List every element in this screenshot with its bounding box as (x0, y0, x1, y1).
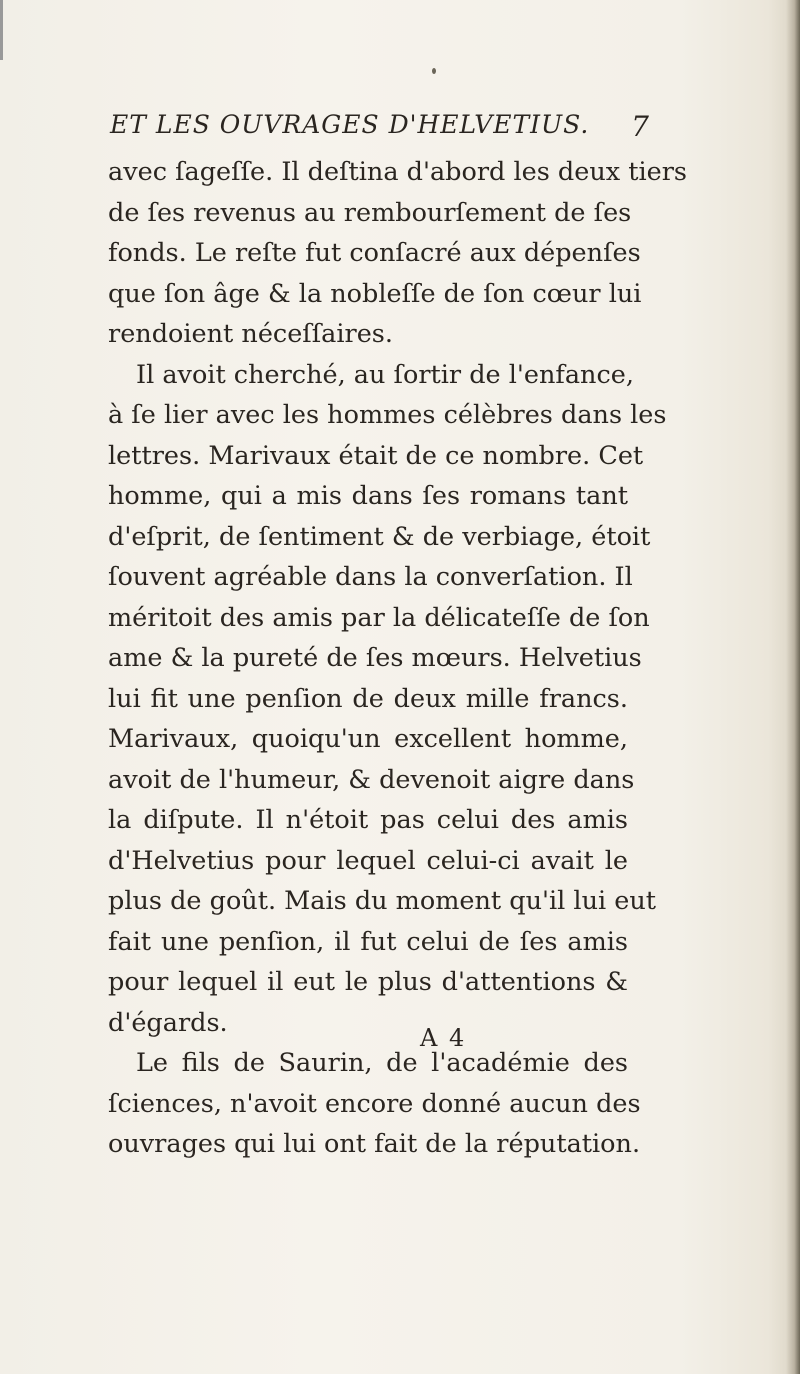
signature-mark: A 4 (420, 1024, 467, 1052)
page-number: 7 (631, 110, 650, 143)
text-line: à ſe lier avec les hommes célèbres dans les (108, 400, 667, 430)
text-line: d'Helvetius pour lequel celui-ci avait le (108, 845, 628, 876)
scan-edge-left (0, 0, 3, 60)
text-line: ſciences, n'avoit encore donné aucun des (108, 1088, 641, 1119)
text-line: la diſpute. Il n'étoit pas celui des amis (108, 805, 628, 835)
text-line: de ſes revenus au rembourſement de ſes (108, 197, 632, 228)
text-line: fait une penſion, il fut celui de ſes amis (108, 926, 628, 957)
text-line: fonds. Le reſte fut conſacré aux dépenſes (108, 238, 641, 268)
text-line: plus de goût. Mais du moment qu'il lui eut (108, 886, 657, 916)
text-line: méritoit des amis par la délicateſſe de ſon (108, 602, 650, 633)
text-line: avoit de l'humeur, & devenoit aigre dans (108, 764, 635, 795)
text-line: Il avoit cherché, au ſortir de l'enfance, (136, 359, 634, 390)
text-line: ame & la pureté de ſes mœurs. Helvetius (108, 643, 642, 673)
text-line: avec ſageſſe. Il deſtina d'abord les deux tiers (108, 157, 688, 187)
text-line: que ſon âge & la nobleſſe de ſon cœur lui (108, 278, 642, 309)
page-header (110, 110, 650, 150)
running-title: ET LES OUVRAGES D'HELVETIUS. (110, 110, 590, 139)
text-line: d'égards. (108, 1007, 228, 1038)
text-line: lettres. Marivaux était de ce nombre. Cet (108, 440, 644, 471)
text-line: Marivaux, quoiqu'un excellent homme, (108, 724, 628, 754)
text-line: ſouvent agréable dans la converſation. Il (108, 562, 633, 592)
body-text (108, 152, 688, 1165)
text-line: Le fils de Saurin, de l'académie des (136, 1048, 628, 1078)
text-line: rendoient néceſſaires. (108, 319, 393, 349)
text-line: lui fit une penſion de deux mille francs. (108, 683, 628, 714)
ink-speck (432, 68, 436, 74)
text-line: ouvrages qui lui ont fait de la réputation. (108, 1129, 641, 1159)
scan-edge-right (786, 0, 800, 1374)
text-line: d'eſprit, de ſentiment & de verbiage, étoit (108, 521, 651, 552)
text-line: pour lequel il eut le plus d'attentions & (108, 967, 628, 997)
text-line: homme, qui a mis dans ſes romans tant (108, 481, 628, 511)
